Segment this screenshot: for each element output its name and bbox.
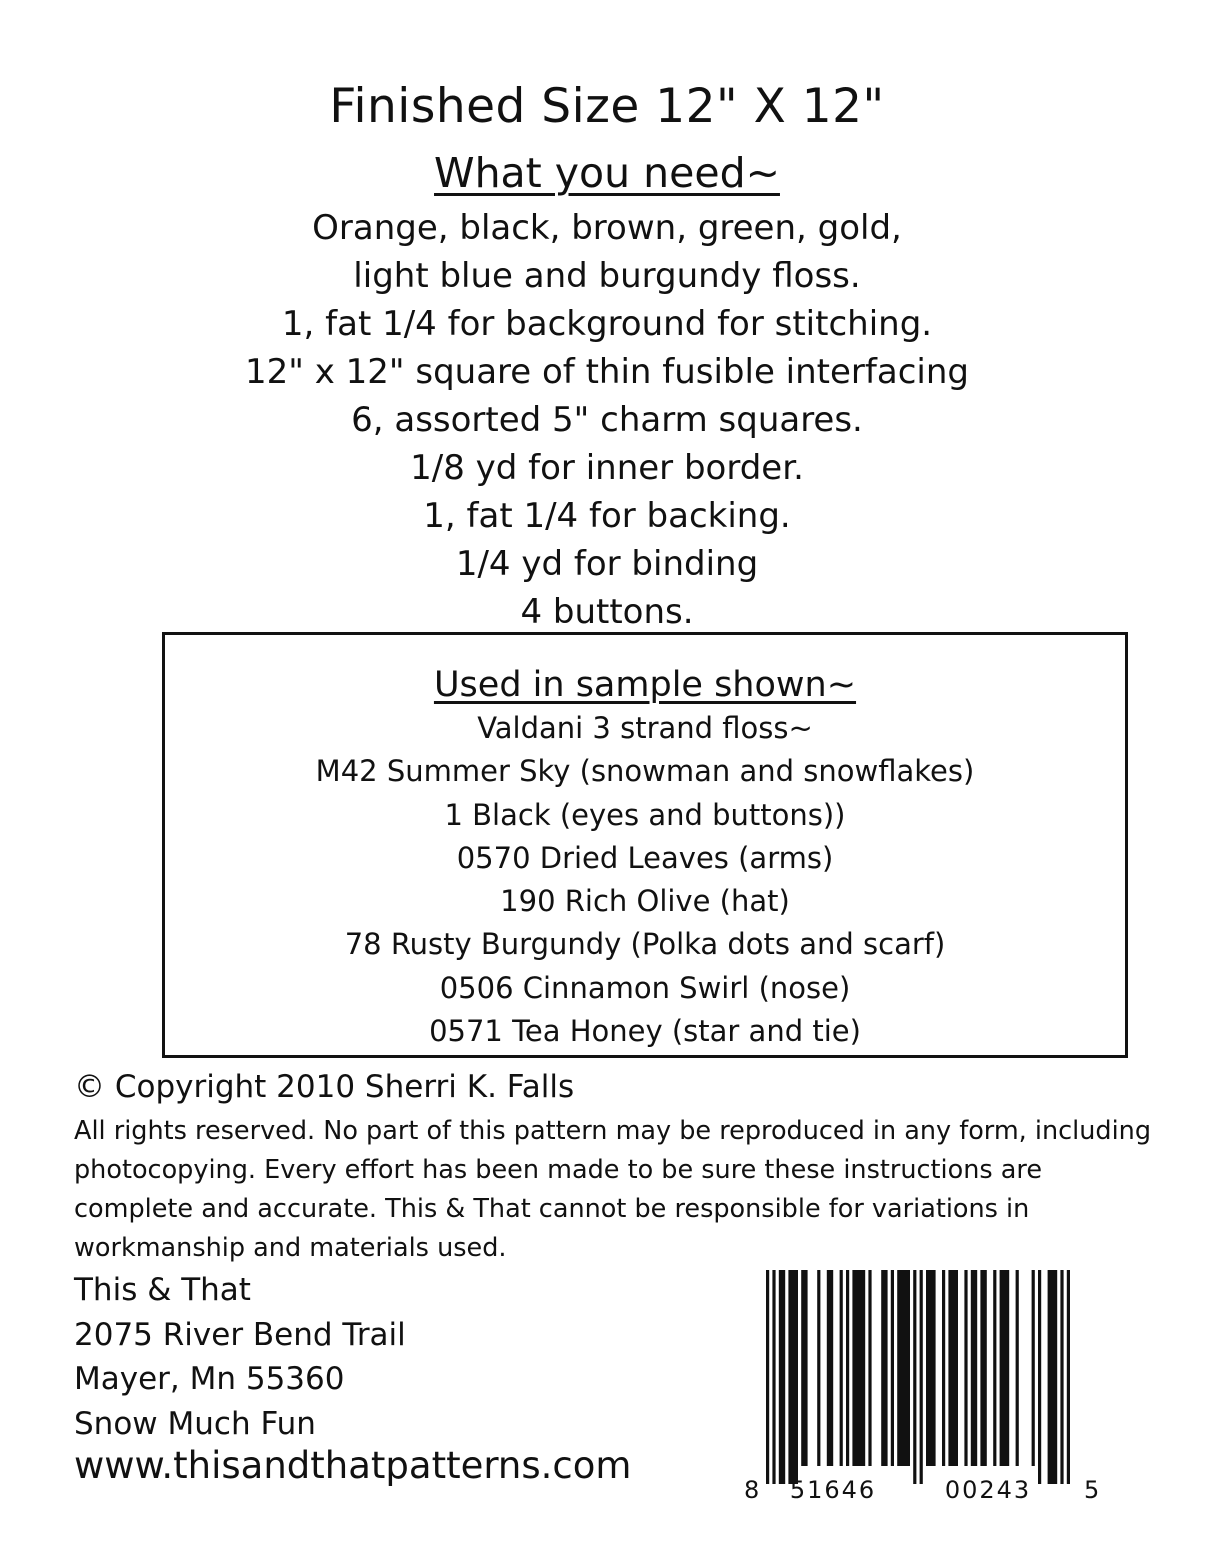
barcode-bar <box>948 1270 958 1466</box>
barcode-bar <box>817 1270 820 1466</box>
barcode-bar <box>852 1270 865 1466</box>
sample-floss-item: 1 Black (eyes and buttons)) <box>444 797 846 832</box>
barcode-left-digits: 51646 <box>789 1476 877 1504</box>
materials-item: 1/8 yd for inner border. <box>410 448 804 488</box>
barcode-bar <box>788 1270 798 1484</box>
barcode-bar <box>1048 1270 1058 1484</box>
upc-barcode <box>738 1270 1108 1506</box>
materials-item: Orange, black, brown, green, gold, <box>312 208 902 248</box>
barcode-bar <box>993 1270 996 1466</box>
address-line: Snow Much Fun <box>74 1405 316 1442</box>
sample-floss-item: M42 Summer Sky (snowman and snowflakes) <box>315 754 975 789</box>
sample-heading: Used in sample shown~ <box>433 665 857 705</box>
materials-item: 12" x 12" square of thin fusible interfacing <box>245 352 969 392</box>
materials-list <box>0 204 1214 636</box>
what-you-need-heading: What you need~ <box>434 149 780 197</box>
address-line: This & That <box>74 1272 251 1308</box>
sample-floss-item: 0571 Tea Honey (star and tie) <box>429 1014 861 1049</box>
sample-floss-item: Valdani 3 strand floss~ <box>477 711 813 745</box>
sample-floss-item: 0570 Dried Leaves (arms) <box>456 840 834 875</box>
barcode-bar <box>926 1270 936 1466</box>
barcode-bar <box>1000 1270 1010 1466</box>
page-title: Finished Size 12" X 12" <box>329 79 885 134</box>
barcode-right-digits: 00243 <box>944 1476 1032 1504</box>
sample-floss-item: 190 Rich Olive (hat) <box>500 884 790 919</box>
barcode-bar <box>766 1270 769 1484</box>
barcode-bar <box>1067 1270 1070 1484</box>
copyright-line: © Copyright 2010 Sherri K. Falls <box>74 1069 575 1105</box>
address-line: 2075 River Bend Trail <box>74 1316 406 1353</box>
barcode-bar <box>772 1270 775 1484</box>
barcode-bar <box>1032 1270 1035 1466</box>
barcode-bar <box>801 1270 807 1466</box>
materials-item: 4 buttons. <box>520 592 694 632</box>
sample-floss-item: 78 Rusty Burgundy (Polka dots and scarf) <box>344 927 946 962</box>
barcode-bars <box>766 1270 1070 1484</box>
barcode-bar <box>971 1270 977 1466</box>
barcode-system-digit: 8 <box>744 1476 760 1504</box>
materials-item: 1, fat 1/4 for background for stitching. <box>281 304 933 344</box>
materials-item: 1, fat 1/4 for backing. <box>423 496 791 536</box>
barcode-bar <box>942 1270 945 1466</box>
barcode-bar <box>1016 1270 1019 1466</box>
barcode-bar <box>779 1270 785 1484</box>
barcode-bar <box>840 1270 843 1466</box>
barcode-bar <box>920 1270 923 1484</box>
barcode-bar <box>846 1270 849 1466</box>
barcode-bar <box>897 1270 910 1466</box>
barcode-bar <box>913 1270 916 1484</box>
barcode-bar <box>980 1270 986 1466</box>
rights-notice: All rights reserved. No part of this pattern may be reproduced in any form, including photocopying. Every effort has been made to be sure these instructions are complete and accurate. This & That cannot be responsible for variations in workmanship and materials used. <box>74 1116 1152 1263</box>
barcode-bar <box>1038 1270 1041 1484</box>
materials-item: light blue and burgundy floss. <box>353 256 861 296</box>
materials-item: 1/4 yd for binding <box>455 544 759 584</box>
publisher-address <box>74 1268 406 1446</box>
barcode-bar <box>964 1270 967 1466</box>
barcode-bar <box>881 1270 887 1466</box>
sample-floss-item: 0506 Cinnamon Swirl (nose) <box>439 970 851 1005</box>
barcode-bar <box>827 1270 833 1466</box>
barcode-check-digit: 5 <box>1084 1476 1100 1504</box>
barcode-bar <box>868 1270 871 1466</box>
sample-box <box>162 632 1128 1058</box>
barcode-bar <box>1060 1270 1063 1484</box>
address-line: Mayer, Mn 55360 <box>74 1361 345 1397</box>
materials-item: 6, assorted 5" charm squares. <box>351 400 863 440</box>
website-url: www.thisandthatpatterns.com <box>74 1444 632 1487</box>
barcode-bar <box>891 1270 894 1466</box>
sample-floss-list <box>165 707 1125 1053</box>
